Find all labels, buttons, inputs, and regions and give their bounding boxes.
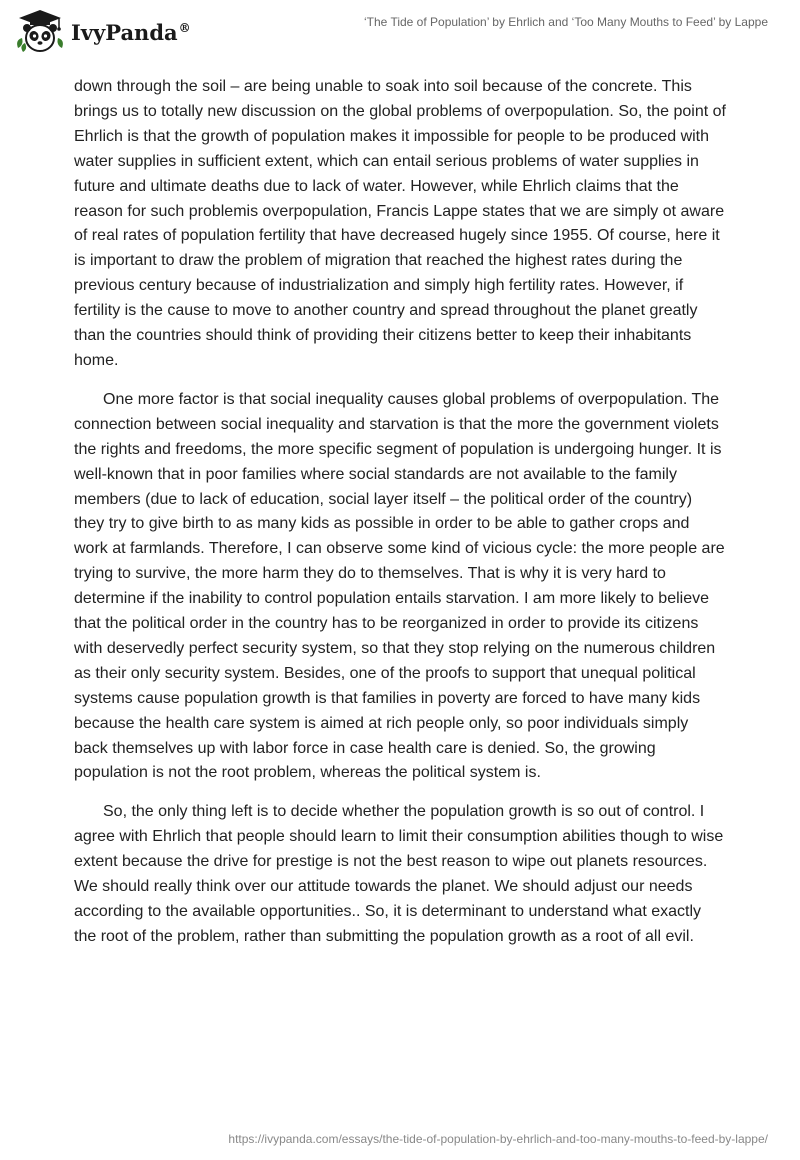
page-header: [0, 0, 800, 60]
brand-name: [71, 19, 191, 45]
essay-body: [74, 75, 726, 964]
paragraph: So, the only thing left is to decide whether the population growth is so out of control. I agree with Ehrlich that people should learn to limit their consumption abilities though to wise extent because the drive for prestige is not the best reason to wipe out planets resources. We should really think over our attitude towards the planet. We should adjust our needs according to the available opportunities.. So, it is determinant to understand what exactly the root of the problem, rather than submitting the population growth as a root of all evil.: [74, 803, 724, 945]
panda-graduate-icon: [15, 8, 65, 56]
paragraph-continued: down through the soil – are being unable to soak into soil because of the concrete. This brings us to totally new discussion on the global problems of overpopulation. So, the point of Ehrlich is that the growth of population makes it impossible for people to be produced with water supplies in sufficient extent, which can entail serious problems of water supplies in future and ultimate deaths due to lack of water. However, while Ehrlich claims that the reason for such problemis overpopulation, Francis Lappe states that we are simply ot aware of real rates of population fertility that have decreased hugely since 1955. Of course, here it is important to draw the problem of migration that reached the highest rates during the previous century because of industrialization and simply high fertility rates. However, if fertility is the cause to move to another country and spread throughout the planet greatly than the countries should think of providing their citizens better to keep their inhabitants home.: [74, 78, 726, 369]
source-url[interactable]: https://ivypanda.com/essays/the-tide-of-population-by-ehrlich-and-too-many-mouths-to-feed-by-lappe/: [228, 1132, 768, 1146]
ivypanda-logo[interactable]: [15, 8, 191, 56]
registered-mark: ®: [178, 20, 191, 35]
brand-label: IvyPanda: [71, 19, 178, 45]
paragraph: One more factor is that social inequality causes global problems of overpopulation. The connection between social inequality and starvation is that the more the government violets the rights and freedoms, the more specific segment of population is undergoing hunger. It is well-known that in poor families where social standards are not available to the family members (due to lack of education, social layer itself – the political order of the country) they try to give birth to as many kids as possible in order to be able to gather crops and work at farmlands. Therefore, I can observe some kind of vicious cycle: the more people are trying to survive, the more harm they do to themselves. That is why it is very hard to determine if the inability to control population entails starvation. I am more likely to believe that the political order in the country has to be reorganized in order to provide its citizens with deservedly perfect security system, so that they stop relying on the numerous children as their only security system. Besides, one of the proofs to support that unequal political systems cause population growth is that families in poverty are forced to have many kids because the health care system is aimed at rich people only, so poor individuals simply back themselves up with labor force in case health care is denied. So, the growing population is not the root problem, whereas the political system is.: [74, 390, 725, 782]
document-title: ‘The Tide of Population’ by Ehrlich and ‘Too Many Mouths to Feed’ by Lappe: [363, 15, 768, 29]
